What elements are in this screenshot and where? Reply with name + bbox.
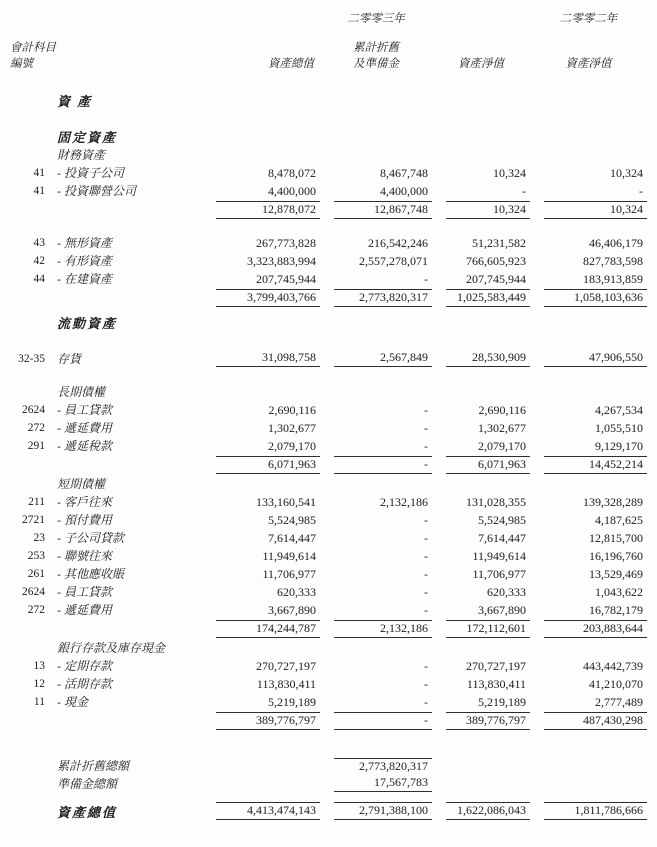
account-label-cell: 資 產 (57, 94, 93, 109)
col-gross-value: 資產總值 (268, 58, 314, 70)
amount-cell-c1: 31,098,758 (216, 350, 320, 367)
table-row-subtotal (6, 454, 657, 474)
amount-cell-c2: - (424, 272, 428, 286)
amount-cell-c2: - (424, 677, 428, 691)
account-label-cell: - 有形資產 (57, 254, 112, 268)
table-row-subtotal (6, 710, 657, 730)
amount-cell-c3: 207,745,944 (466, 272, 526, 286)
amount-cell-c4: 10,324 (610, 166, 643, 180)
account-label-cell: - 客戶往來 (57, 495, 112, 509)
amount-cell-c1: 267,773,828 (256, 236, 316, 250)
amount-cell-c4: 443,442,739 (583, 659, 643, 673)
account-heading-line2: 編號 (10, 58, 33, 70)
amount-cell-c2: - (424, 659, 428, 673)
amount-cell-c3: 5,219,189 (478, 695, 526, 709)
table-row-item (6, 510, 657, 528)
table-row-item (6, 251, 657, 269)
amount-cell-c1: 11,706,977 (262, 567, 316, 581)
table-row-subtotal (6, 618, 657, 638)
amount-cell-c1: 1,302,677 (268, 421, 316, 435)
account-label-cell: - 在建資產 (57, 272, 112, 286)
amount-cell-c3: 270,727,197 (466, 659, 526, 673)
account-code-cell: 41 (33, 185, 45, 197)
amount-cell-c4: 1,811,786,666 (544, 802, 647, 820)
amount-cell-c2: - (424, 531, 428, 545)
amount-cell-c4: 1,055,510 (595, 421, 643, 435)
amount-cell-c2: 17,567,783 (334, 775, 432, 792)
account-label-cell: 流動資產 (57, 316, 118, 331)
table-row-item (6, 436, 657, 454)
amount-cell-c3: 131,028,355 (466, 495, 526, 509)
account-code-cell: 272 (27, 604, 45, 616)
amount-cell-c4: 1,043,622 (595, 585, 643, 599)
table-row-total (6, 800, 657, 820)
account-label-cell: - 遞延費用 (57, 603, 112, 617)
account-label-cell: - 聯號往來 (57, 549, 112, 563)
table-row-sub (6, 474, 657, 492)
column-header-row-1 (6, 39, 657, 54)
account-code-cell: 291 (27, 440, 45, 452)
year-prior-label: 二零零二年 (559, 13, 618, 25)
amount-cell-c2: - (424, 585, 428, 599)
table-row-subtotal (6, 287, 657, 307)
amount-cell-c3: 1,025,583,449 (446, 289, 530, 307)
amount-cell-c3: 10,324 (446, 201, 530, 219)
column-header-row-2 (6, 54, 657, 71)
amount-cell-c2: 2,773,820,317 (334, 758, 432, 774)
amount-cell-c1: 12,878,072 (216, 201, 320, 219)
amount-cell-c2: 2,132,186 (334, 620, 432, 638)
table-row-item (6, 656, 657, 674)
table-row-dep-total (6, 756, 657, 774)
amount-cell-c1: 2,079,170 (268, 439, 316, 453)
table-row-item (6, 181, 657, 199)
amount-cell-c2: 2,791,388,100 (334, 802, 432, 820)
table-rows (6, 71, 657, 820)
amount-cell-c4: 827,783,598 (583, 254, 643, 268)
account-code-cell: 13 (33, 660, 45, 672)
account-code-cell: 2721 (22, 514, 45, 526)
col-depreciation-line1: 累計折舊 (353, 42, 399, 54)
amount-cell-c3: 6,071,963 (446, 456, 530, 474)
table-row-item (6, 674, 657, 692)
account-code-cell: 11 (33, 696, 45, 708)
account-label-cell: - 員工貸款 (57, 585, 112, 599)
amount-cell-c2: - (424, 695, 428, 709)
amount-cell-c2: - (424, 513, 428, 527)
account-label-cell: - 現金 (57, 695, 88, 709)
table-row-item (6, 528, 657, 546)
amount-cell-c3: 389,776,797 (446, 712, 530, 730)
account-code-cell: 12 (33, 678, 45, 690)
amount-cell-c1: 5,524,985 (268, 513, 316, 527)
amount-cell-c3: 10,324 (493, 166, 526, 180)
account-code-cell: 253 (27, 550, 45, 562)
amount-cell-c1: 270,727,197 (256, 659, 316, 673)
amount-cell-c4: - (639, 184, 643, 198)
amount-cell-c4: 47,906,550 (544, 350, 647, 367)
amount-cell-c2: - (424, 403, 428, 417)
amount-cell-c3: 2,690,116 (478, 403, 526, 417)
table-row-section (6, 125, 657, 145)
table-row-item (6, 546, 657, 564)
amount-cell-c2: - (424, 603, 428, 617)
amount-cell-c1: 8,478,072 (268, 166, 316, 180)
amount-cell-c2: - (424, 421, 428, 435)
amount-cell-c2: - (424, 567, 428, 581)
amount-cell-c3: 51,231,582 (472, 236, 526, 250)
col-depreciation-line2: 及準備金 (353, 58, 399, 70)
amount-cell-c4: 10,324 (544, 201, 647, 219)
amount-cell-c4: 139,328,289 (583, 495, 643, 509)
table-header (6, 10, 657, 71)
account-code-cell: 272 (27, 422, 45, 434)
amount-cell-c3: 11,949,614 (472, 549, 526, 563)
account-label-cell: - 子公司貸款 (57, 531, 124, 545)
amount-cell-c4: 9,129,170 (595, 439, 643, 453)
table-row-item (6, 400, 657, 418)
col-net-current: 資產淨值 (458, 58, 504, 70)
amount-cell-c1: 389,776,797 (216, 712, 320, 730)
amount-cell-c4: 4,187,625 (595, 513, 643, 527)
amount-cell-c4: 487,430,298 (544, 712, 647, 730)
amount-cell-c3: 3,667,890 (478, 603, 526, 617)
amount-cell-c3: 5,524,985 (478, 513, 526, 527)
amount-cell-c2: - (424, 549, 428, 563)
account-label-cell: 長期債權 (57, 385, 106, 399)
amount-cell-c1: 3,799,403,766 (216, 289, 320, 307)
account-label-cell: - 活期存款 (57, 677, 112, 691)
account-code-cell: 211 (28, 496, 45, 508)
account-code-cell: 41 (33, 167, 45, 179)
col-net-prior: 資產淨值 (565, 58, 612, 70)
amount-cell-c1: 11,949,614 (262, 549, 316, 563)
row-spacer (6, 109, 657, 125)
amount-cell-c2: 2,557,278,071 (359, 254, 428, 268)
account-label-cell: 準備金總額 (57, 777, 118, 791)
amount-cell-c3: 620,333 (487, 585, 526, 599)
amount-cell-c4: 1,058,103,636 (544, 289, 647, 307)
amount-cell-c3: 7,614,447 (478, 531, 526, 545)
amount-cell-c4: 13,529,469 (589, 567, 643, 581)
amount-cell-c3: 766,605,923 (466, 254, 526, 268)
amount-cell-c1: 4,400,000 (268, 184, 316, 198)
amount-cell-c1: 207,745,944 (256, 272, 316, 286)
amount-cell-c1: 174,244,787 (216, 620, 320, 638)
amount-cell-c4: 14,452,214 (544, 456, 647, 474)
account-label-cell: - 其他應收賬 (57, 567, 124, 581)
account-code-cell: 2624 (22, 586, 45, 598)
amount-cell-c2: 12,867,748 (334, 201, 432, 219)
year-header-row (6, 10, 657, 26)
row-spacer (6, 367, 657, 382)
amount-cell-c3: 1,302,677 (478, 421, 526, 435)
amount-cell-c2: 2,773,820,317 (334, 289, 432, 307)
amount-cell-c4: 203,883,644 (544, 620, 647, 638)
amount-cell-c2: 4,400,000 (380, 184, 428, 198)
account-code-cell: 261 (27, 568, 45, 580)
year-current-label: 二零零三年 (347, 13, 405, 25)
amount-cell-c3: 28,530,909 (446, 350, 530, 367)
table-row-sub (6, 638, 657, 656)
account-code-cell: 43 (33, 237, 45, 249)
table-row-item (6, 269, 657, 287)
row-spacer (6, 331, 657, 347)
table-row-item (6, 692, 657, 710)
account-label-cell: - 遞延稅款 (57, 439, 112, 453)
account-code-cell: 42 (33, 255, 45, 267)
account-label-cell: 固定資產 (57, 130, 118, 145)
account-label-cell: - 投資聯營公司 (57, 184, 136, 198)
row-spacer (6, 730, 657, 756)
table-row-item (6, 418, 657, 436)
account-label-cell: - 定期存款 (57, 659, 112, 673)
account-label-cell: - 投資子公司 (57, 166, 124, 180)
table-row-sub (6, 382, 657, 400)
account-label-cell: 財務資產 (57, 148, 106, 162)
account-label-cell: - 預付費用 (57, 513, 112, 527)
amount-cell-c1: 4,413,474,143 (216, 802, 320, 820)
amount-cell-c1: 3,667,890 (268, 603, 316, 617)
amount-cell-c3: 2,079,170 (478, 439, 526, 453)
table-row-section (6, 89, 657, 109)
account-label-cell: - 員工貸款 (57, 403, 112, 417)
amount-cell-c2: - (334, 456, 432, 474)
table-row-section (6, 311, 657, 331)
table-row-item (6, 163, 657, 181)
table-row-sub (6, 145, 657, 163)
amount-cell-c4: 12,815,700 (589, 531, 643, 545)
amount-cell-c4: 16,196,760 (589, 549, 643, 563)
account-code-cell: 23 (33, 532, 45, 544)
amount-cell-c1: 5,219,189 (268, 695, 316, 709)
account-label-cell: 累計折舊總額 (57, 759, 130, 773)
account-label-cell: 短期債權 (57, 477, 106, 491)
account-label-cell: 資產總值 (57, 805, 118, 820)
account-label-cell: - 遞延費用 (57, 421, 112, 435)
account-code-cell: 2624 (22, 404, 45, 416)
amount-cell-c3: 11,706,977 (472, 567, 526, 581)
amount-cell-c3: 113,830,411 (466, 677, 526, 691)
account-label-cell: - 無形資產 (57, 236, 112, 250)
amount-cell-c4: 46,406,179 (589, 236, 643, 250)
amount-cell-c2: - (334, 712, 432, 730)
amount-cell-c3: 172,112,601 (446, 620, 530, 638)
row-spacer (6, 71, 657, 89)
account-heading-line1: 會計科目 (10, 42, 56, 54)
row-spacer (6, 219, 657, 233)
table-row-subtotal (6, 199, 657, 219)
row-spacer (6, 792, 657, 800)
amount-cell-c2: 2,132,186 (380, 495, 428, 509)
amount-cell-c1: 620,333 (277, 585, 316, 599)
amount-cell-c1: 113,830,411 (256, 677, 316, 691)
table-row-item-u (6, 347, 657, 367)
account-label-cell: 銀行存款及庫存現金 (57, 641, 166, 655)
amount-cell-c1: 6,071,963 (216, 456, 320, 474)
amount-cell-c2: 2,567,849 (334, 350, 432, 367)
amount-cell-c1: 7,614,447 (268, 531, 316, 545)
account-code-cell: 44 (33, 273, 45, 285)
amount-cell-c4: 4,267,534 (595, 403, 643, 417)
table-row-item (6, 564, 657, 582)
table-row-item (6, 582, 657, 600)
amount-cell-c2: 216,542,246 (368, 236, 428, 250)
amount-cell-c3: 1,622,086,043 (446, 802, 530, 820)
amount-cell-c4: 16,782,179 (589, 603, 643, 617)
account-code-cell: 32-35 (18, 353, 45, 365)
account-label-cell: 存貨 (57, 352, 82, 366)
amount-cell-c2: - (424, 439, 428, 453)
table-row-item (6, 233, 657, 251)
amount-cell-c1: 3,323,883,994 (247, 254, 316, 268)
amount-cell-c1: 2,690,116 (268, 403, 316, 417)
table-row-item (6, 492, 657, 510)
amount-cell-c4: 183,913,859 (583, 272, 643, 286)
amount-cell-c1: 133,160,541 (256, 495, 316, 509)
table-row-res-total (6, 774, 657, 792)
amount-cell-c3: - (522, 184, 526, 198)
amount-cell-c4: 2,777,489 (595, 695, 643, 709)
amount-cell-c4: 41,210,070 (589, 677, 643, 691)
amount-cell-c2: 8,467,748 (380, 166, 428, 180)
table-row-item (6, 600, 657, 618)
